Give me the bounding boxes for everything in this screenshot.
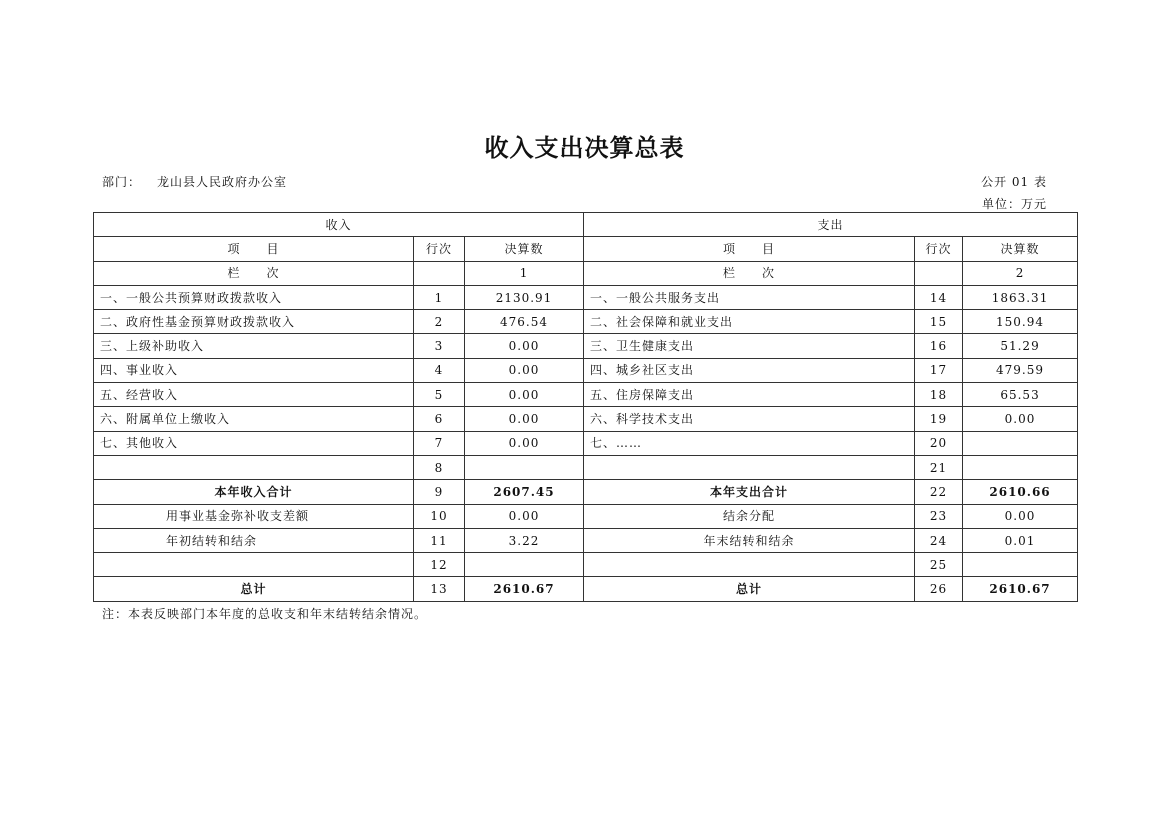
expense-amount: 479.59 xyxy=(963,358,1078,382)
table-row xyxy=(94,528,1078,552)
table-row xyxy=(94,504,1078,528)
expense-item: 结余分配 xyxy=(584,504,915,528)
unit-label: 单位：万元 xyxy=(981,197,1047,211)
income-amount-header: 决算数 xyxy=(465,237,584,261)
expense-item: 四、城乡社区支出 xyxy=(584,358,915,382)
expense-subtotal-label: 本年支出合计 xyxy=(584,480,915,504)
income-amount: 0.00 xyxy=(465,383,584,407)
column-number-row xyxy=(94,261,1078,285)
expense-lanci-blank xyxy=(915,261,963,285)
expense-subtotal-amount: 2610.66 xyxy=(963,480,1078,504)
expense-total-label: 总计 xyxy=(584,577,915,601)
form-number: 公开 01 表 xyxy=(981,175,1047,189)
expense-item: 三、卫生健康支出 xyxy=(584,334,915,358)
income-row-no: 1 xyxy=(414,285,465,309)
income-row-no: 5 xyxy=(414,383,465,407)
expense-amount xyxy=(963,455,1078,479)
table-row xyxy=(94,358,1078,382)
expense-row-no: 21 xyxy=(915,455,963,479)
expense-item: 五、住房保障支出 xyxy=(584,383,915,407)
department-label: 部门： xyxy=(102,175,142,189)
column-header-row xyxy=(94,237,1078,261)
expense-amount: 0.01 xyxy=(963,528,1078,552)
expense-amount xyxy=(963,553,1078,577)
income-item-header: 项 目 xyxy=(94,237,414,261)
income-total-label: 总计 xyxy=(94,577,414,601)
table-row xyxy=(94,334,1078,358)
expense-item: 六、科学技术支出 xyxy=(584,407,915,431)
table-row xyxy=(94,455,1078,479)
income-col-number: 1 xyxy=(465,261,584,285)
expense-item xyxy=(584,455,915,479)
table-row xyxy=(94,285,1078,309)
income-amount: 3.22 xyxy=(465,528,584,552)
income-item: 年初结转和结余 xyxy=(94,528,414,552)
expense-row-no: 19 xyxy=(915,407,963,431)
income-item: 一、一般公共预算财政拨款收入 xyxy=(94,285,414,309)
table-row xyxy=(94,383,1078,407)
income-item: 三、上级补助收入 xyxy=(94,334,414,358)
income-subtotal-row-no: 9 xyxy=(414,480,465,504)
income-row-no: 4 xyxy=(414,358,465,382)
footnote: 注：本表反映部门本年度的总收支和年末结转结余情况。 xyxy=(102,607,428,621)
section-header-row xyxy=(94,213,1078,237)
income-lanci-label: 栏 次 xyxy=(94,261,414,285)
expense-amount: 0.00 xyxy=(963,407,1078,431)
expense-section-header: 支出 xyxy=(584,213,1078,237)
income-item: 五、经营收入 xyxy=(94,383,414,407)
income-amount xyxy=(465,455,584,479)
income-item: 用事业基金弥补收支差额 xyxy=(94,504,414,528)
income-amount: 0.00 xyxy=(465,334,584,358)
income-amount: 0.00 xyxy=(465,504,584,528)
department-value: 龙山县人民政府办公室 xyxy=(157,175,288,189)
income-amount xyxy=(465,553,584,577)
income-section-header: 收入 xyxy=(94,213,584,237)
table-row xyxy=(94,553,1078,577)
expense-row-no: 24 xyxy=(915,528,963,552)
expense-item: 二、社会保障和就业支出 xyxy=(584,310,915,334)
income-item xyxy=(94,553,414,577)
expense-amount-header: 决算数 xyxy=(963,237,1078,261)
page-title: 收入支出决算总表 xyxy=(484,134,685,162)
expense-row-no: 18 xyxy=(915,383,963,407)
income-row-no: 10 xyxy=(414,504,465,528)
income-total-row-no: 13 xyxy=(414,577,465,601)
expense-row-no: 15 xyxy=(915,310,963,334)
expense-row-no: 14 xyxy=(915,285,963,309)
expense-amount: 1863.31 xyxy=(963,285,1078,309)
income-row-no: 6 xyxy=(414,407,465,431)
expense-subtotal-row-no: 22 xyxy=(915,480,963,504)
expense-amount xyxy=(963,431,1078,455)
expense-amount: 0.00 xyxy=(963,504,1078,528)
subtotal-row xyxy=(94,480,1078,504)
expense-amount: 65.53 xyxy=(963,383,1078,407)
income-amount: 0.00 xyxy=(465,358,584,382)
income-total-amount: 2610.67 xyxy=(465,577,584,601)
expense-amount: 51.29 xyxy=(963,334,1078,358)
income-row-no: 8 xyxy=(414,455,465,479)
expense-row-no: 25 xyxy=(915,553,963,577)
income-lanci-blank xyxy=(414,261,465,285)
table-row xyxy=(94,310,1078,334)
income-amount: 2130.91 xyxy=(465,285,584,309)
income-row-no: 2 xyxy=(414,310,465,334)
table-row xyxy=(94,407,1078,431)
expense-row-no-header: 行次 xyxy=(915,237,963,261)
department-line xyxy=(102,173,287,190)
expense-row-no: 23 xyxy=(915,504,963,528)
income-subtotal-label: 本年收入合计 xyxy=(94,480,414,504)
income-subtotal-amount: 2607.45 xyxy=(465,480,584,504)
expense-total-row-no: 26 xyxy=(915,577,963,601)
income-row-no-header: 行次 xyxy=(414,237,465,261)
expense-row-no: 17 xyxy=(915,358,963,382)
summary-table xyxy=(93,212,1078,602)
expense-amount: 150.94 xyxy=(963,310,1078,334)
expense-col-number: 2 xyxy=(963,261,1078,285)
table-row xyxy=(94,431,1078,455)
expense-row-no: 20 xyxy=(915,431,963,455)
expense-item: 七、…… xyxy=(584,431,915,455)
expense-row-no: 16 xyxy=(915,334,963,358)
income-row-no: 12 xyxy=(414,553,465,577)
income-row-no: 7 xyxy=(414,431,465,455)
expense-item: 一、一般公共服务支出 xyxy=(584,285,915,309)
expense-lanci-label: 栏 次 xyxy=(584,261,915,285)
income-item: 六、附属单位上缴收入 xyxy=(94,407,414,431)
income-item: 七、其他收入 xyxy=(94,431,414,455)
expense-total-amount: 2610.67 xyxy=(963,577,1078,601)
income-item: 四、事业收入 xyxy=(94,358,414,382)
income-amount: 0.00 xyxy=(465,407,584,431)
expense-item xyxy=(584,553,915,577)
income-row-no: 3 xyxy=(414,334,465,358)
expense-item: 年末结转和结余 xyxy=(584,528,915,552)
total-row xyxy=(94,577,1078,601)
income-item: 二、政府性基金预算财政拨款收入 xyxy=(94,310,414,334)
income-amount: 476.54 xyxy=(465,310,584,334)
income-item xyxy=(94,455,414,479)
expense-item-header: 项 目 xyxy=(584,237,915,261)
income-row-no: 11 xyxy=(414,528,465,552)
income-amount: 0.00 xyxy=(465,431,584,455)
